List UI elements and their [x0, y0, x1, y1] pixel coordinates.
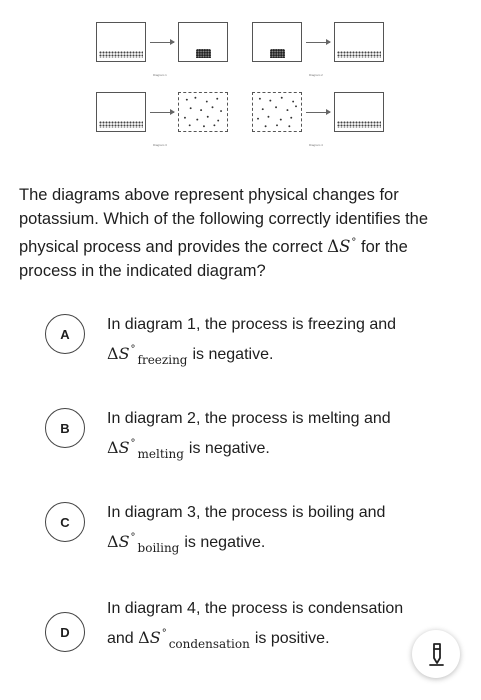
option-d-text[interactable]: In diagram 4, the process is condensation and $\Delta S^\circ_{condensation}$ is positive.	[107, 600, 404, 651]
diagram-2-caption: Diagram 2	[309, 73, 323, 77]
option-b-text[interactable]: In diagram 2, the process is melting and $\Delta S^\circ_{melting}$ is negative.	[107, 410, 391, 461]
diagram-1-arrow	[150, 42, 174, 43]
gas-particles	[253, 93, 301, 131]
liquid-particles	[99, 121, 143, 128]
delta-s-symbol: ΔS°	[138, 628, 167, 647]
diagram-3-initial-box	[96, 92, 146, 132]
diagram-3-final-box	[178, 92, 228, 132]
liquid-particles	[337, 51, 381, 58]
option-b-radio[interactable]: B	[45, 408, 85, 448]
diagrams-figure	[0, 0, 481, 170]
delta-s-symbol: ΔS°	[107, 344, 136, 363]
question-part-2: for the process in the indicated diagram?	[19, 238, 408, 280]
diagram-1-initial-box	[96, 22, 146, 62]
diagram-4-caption: Diagram 4	[309, 143, 323, 147]
liquid-particles	[337, 121, 381, 128]
diagram-2-initial-box	[252, 22, 302, 62]
option-b-subscript: melting	[137, 447, 184, 461]
diagram-1-caption: Diagram 1	[153, 73, 167, 77]
option-a[interactable]	[45, 312, 445, 372]
diagram-4-final-box	[334, 92, 384, 132]
diagram-2-arrow	[306, 42, 330, 43]
option-c[interactable]	[45, 500, 445, 560]
option-b[interactable]	[45, 406, 445, 466]
delta-s-symbol: ΔS°	[327, 237, 357, 256]
option-d-subscript: condensation	[168, 637, 250, 651]
option-c-text[interactable]: In diagram 3, the process is boiling and $\Delta S^\circ_{boiling}$ is negative.	[107, 504, 386, 555]
diagram-4	[252, 92, 387, 152]
delta-s-symbol: ΔS°	[107, 532, 136, 551]
diagram-1	[96, 22, 231, 82]
diagram-2-final-box	[334, 22, 384, 62]
solid-particles	[196, 49, 211, 58]
diagram-2	[252, 22, 387, 82]
diagram-3-caption: Diagram 3	[153, 143, 167, 147]
option-c-radio[interactable]: C	[45, 502, 85, 542]
option-a-radio[interactable]: A	[45, 314, 85, 354]
option-a-subscript: freezing	[137, 353, 188, 367]
diagram-3	[96, 92, 231, 152]
delta-s-symbol: ΔS°	[107, 438, 136, 457]
question-text	[19, 184, 469, 283]
liquid-particles	[99, 51, 143, 58]
annotate-button[interactable]	[412, 630, 460, 678]
diagram-4-initial-box	[252, 92, 302, 132]
solid-particles	[270, 49, 285, 58]
option-a-text[interactable]: In diagram 1, the process is freezing and $\Delta S^\circ_{freezing}$ is negative.	[107, 316, 397, 367]
option-d[interactable]	[45, 596, 445, 676]
diagram-3-arrow	[150, 112, 174, 113]
option-d-radio[interactable]: D	[45, 612, 85, 652]
diagram-4-arrow	[306, 112, 330, 113]
gas-particles	[179, 93, 227, 131]
pencil-icon	[425, 641, 447, 667]
question-part-1: The diagrams above represent physical changes for potassium. Which of the following correctly identifies the physical process and provides the correct	[19, 186, 429, 256]
option-c-subscript: boiling	[137, 541, 180, 555]
diagram-1-final-box	[178, 22, 228, 62]
